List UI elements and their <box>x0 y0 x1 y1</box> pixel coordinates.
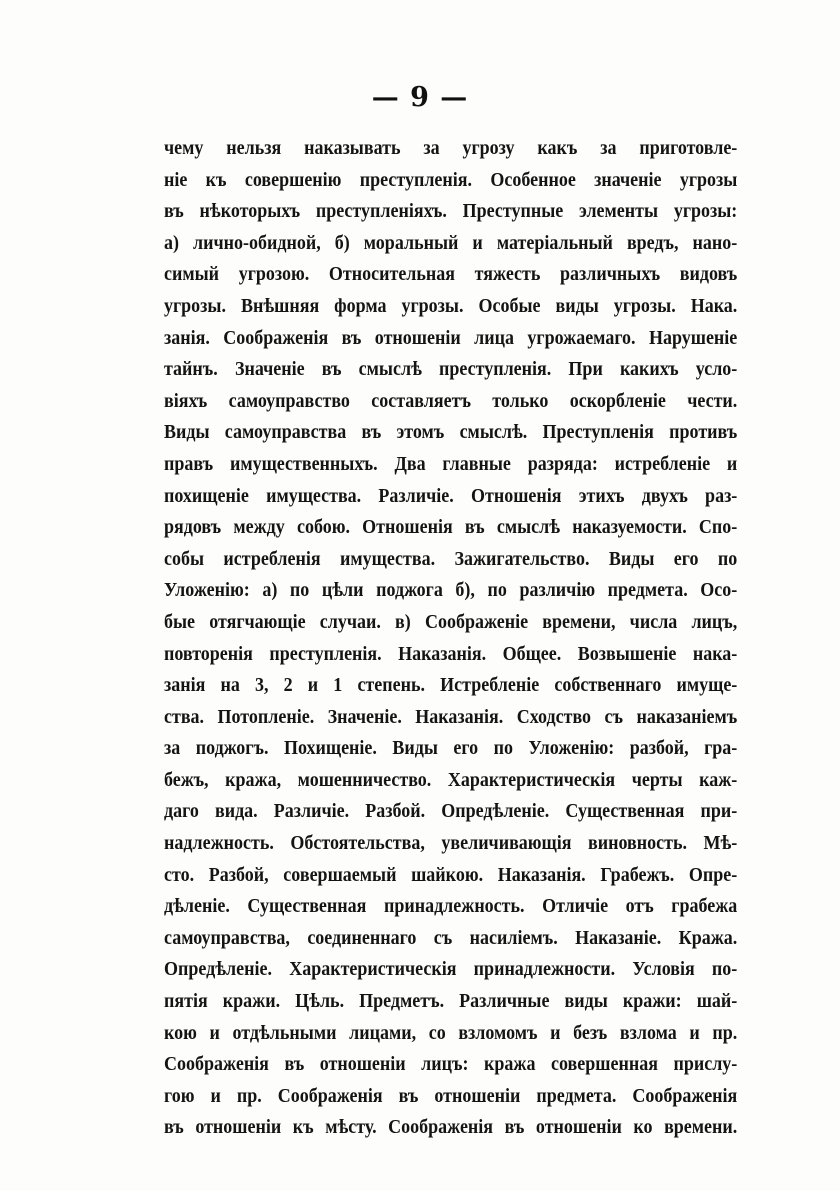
text-line: рядовъ между собою. Отношенія въ смыслѣ наказуемости. Спо- <box>164 516 738 539</box>
text-line: занія. Соображенія въ отношенiи лица угрожаемаго. Нарушеніе <box>164 326 738 349</box>
text-line: ніе къ совершенію преступленія. Особенное значеніе угрозы <box>164 168 738 191</box>
text-line: надлежность. Обстоятельства, увеличивающія виновность. Мѣ- <box>164 832 738 855</box>
text-line: дѣленіе. Существенная принадлежность. Отличіе отъ грабежа <box>164 895 738 918</box>
text-line: ства. Потопленіе. Значеніе. Наказанія. Сходство съ наказаніемъ <box>164 705 738 728</box>
text-line: даго вида. Различіе. Разбой. Опредѣленіе. Существенная при- <box>164 800 738 823</box>
body-text <box>164 133 738 1144</box>
text-line: тайнъ. Значеніе въ смыслѣ преступленія. При какихъ усло- <box>164 358 738 381</box>
text-line: угрозы. Внѣшняя форма угрозы. Особые виды угрозы. Нака. <box>164 294 738 317</box>
text-line: за поджогъ. Похищеніе. Виды его по Уложенію: разбой, гра- <box>164 737 738 760</box>
text-line: віяхъ самоуправство составляетъ только оскорбленіе чести. <box>164 389 738 412</box>
text-line: Виды самоуправства въ этомъ смыслѣ. Преступленія противъ <box>164 421 738 444</box>
text-line: сто. Разбой, совершаемый шайкою. Наказанія. Грабежъ. Опре- <box>164 863 738 886</box>
text-line: а) лично-обидной, б) моральный и матеріальный вредъ, нано- <box>164 231 738 254</box>
page-number: — 9 — <box>371 82 469 113</box>
text-line: самоуправства, соединеннаго съ насиліемъ. Наказаніе. Кража. <box>164 926 738 949</box>
text-line: въ нѣкоторыхъ преступленіяхъ. Преступные элементы угрозы: <box>164 200 738 223</box>
text-line: Опредѣленіе. Характеристическія принадлежности. Условія по- <box>164 958 738 981</box>
text-line: собы истребленія имущества. Зажигательство. Виды его по <box>164 547 738 570</box>
text-line: въ отношеніи къ мѣсту. Соображенія въ отношеніи ко времени. <box>164 1116 738 1139</box>
text-line: пятія кражи. Цѣль. Предметъ. Различные виды кражи: шай- <box>164 990 738 1013</box>
text-line: правъ имущественныхъ. Два главные разряда: истребленіе и <box>164 452 738 475</box>
text-line: бежъ, кража, мошенничество. Характеристическія черты каж- <box>164 768 738 791</box>
text-line: занія на 3, 2 и 1 степень. Истребленіе собственнаго имуще- <box>164 674 738 697</box>
text-line: чему нельзя наказывать за угрозу какъ за приготовле- <box>164 137 738 159</box>
text-line: гою и пр. Соображенія въ отношеніи предмета. Соображенія <box>164 1084 738 1107</box>
text-line: повторенія преступленія. Наказанія. Общее. Возвышеніе нака- <box>164 642 738 665</box>
text-line: бые отягчающіе случаи. в) Соображеніе времени, числа лицъ, <box>164 610 738 633</box>
text-line: Уложенію: а) по цѣли поджога б), по различію предмета. Осо- <box>164 579 738 602</box>
text-line: похищеніе имущества. Различіе. Отношенія этихъ двухъ раз- <box>164 484 738 507</box>
text-line: кою и отдѣльными лицами, со взломомъ и безъ взлома и пр. <box>164 1021 738 1044</box>
text-line: Соображенія въ отношеніи лицъ: кража совершенная прислу- <box>164 1053 738 1076</box>
text-line: симый угрозою. Относительная тяжесть различныхъ видовъ <box>164 263 738 286</box>
